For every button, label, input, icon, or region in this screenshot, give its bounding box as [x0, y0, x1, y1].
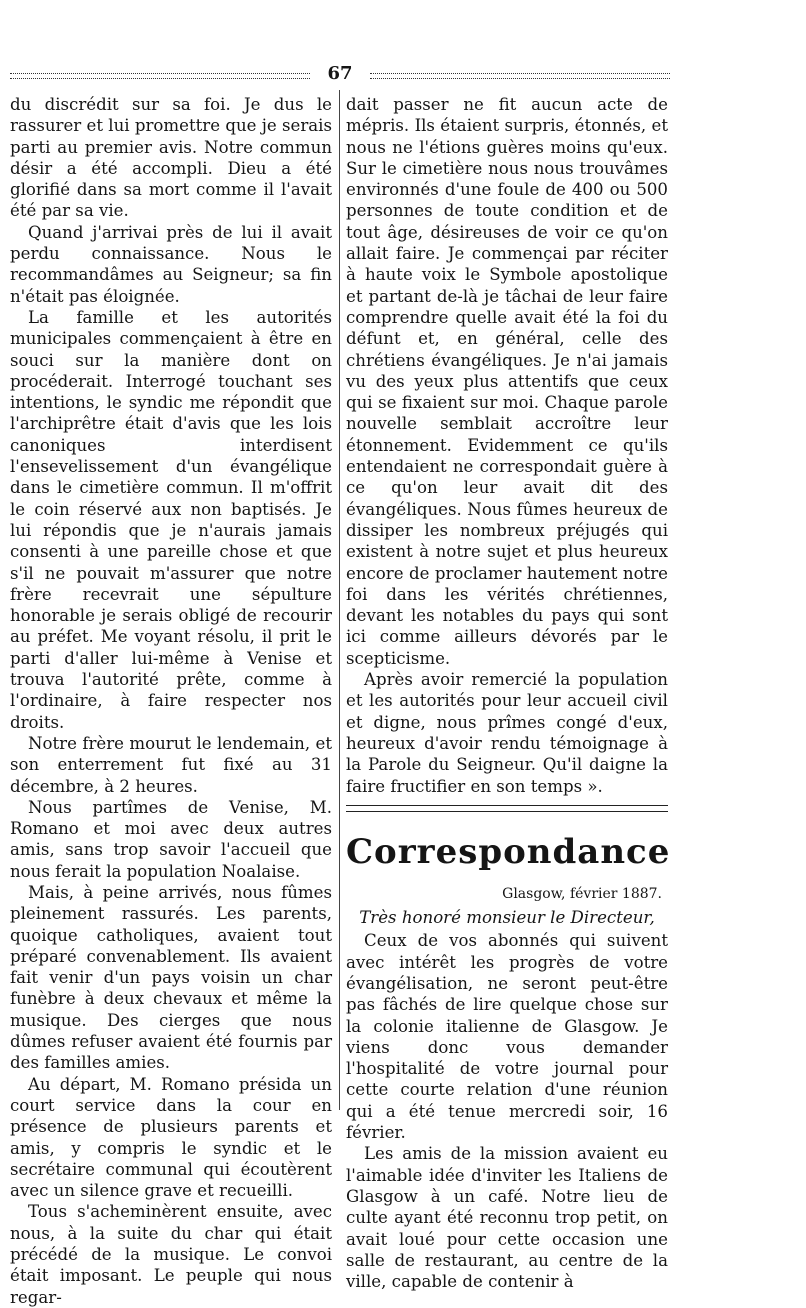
- article-end-rule: [346, 805, 668, 812]
- paragraph: Mais, à peine arrivés, nous fûmes pleinement rassurés. Les parents, quoique catholiques, avaient tout préparé convenablement. Ils avaient fait venir d'un pays voisin un char funèbre à deux chevaux et même la musique. Des cierges que nous dûmes refuser avaient été fournis par des familles amies.: [10, 882, 332, 1073]
- paragraph: Quand j'arrivai près de lui il avait perdu connaissance. Nous le recommandâmes au Seigneur; sa fin n'était pas éloignée.: [10, 222, 332, 306]
- paragraph: Tous s'acheminèrent ensuite, avec nous, à la suite du char qui était précédé de la musique. Le convoi était imposant. Le peuple qui nous regar-: [10, 1202, 332, 1307]
- header-ornament-right: [370, 73, 670, 79]
- salutation: Très honoré monsieur le Directeur,: [359, 908, 655, 928]
- paragraph: Ceux de vos abonnés qui suivent avec intérêt les progrès de votre évangélisation, ne seront peut-être pas fâchés de lire quelque chose sur la colonie italienne de Glasgow. Je viens donc vous demander l'hospitalité de votre journal pour cette courte relation d'une réunion qui a été tenue mercredi soir, 16 février.: [346, 931, 668, 1143]
- paragraph: Notre frère mourut le lendemain, et son enterrement fut fixé au 31 décembre, à 2 heures.: [10, 733, 332, 796]
- right-column: [346, 94, 671, 1292]
- left-column: [10, 94, 332, 1308]
- paragraph: La famille et les autorités municipales commençaient à être en souci sur la manière dont on procéderait. Interrogé touchant ses intentions, le syndic me répondit que l'archiprêtre était d'avis que les lois canoniques interdisent l'ensevelissement d'un évangélique dans le cimetière commun. Il m'offrit le coin réservé aux non baptisés. Je lui répondis que je n'aurais jamais consenti à une pareille chose et que s'il ne pouvait m'assurer que notre frère recevrait une sépulture honorable je serais obligé de recourir au préfet. Me voyant résolu, il prit le parti d'aller lui-même à Venise et trouva l'autorité prête, comme à l'ordinaire, à faire respecter nos droits.: [10, 307, 332, 732]
- dateline: Glasgow, février 1887.: [502, 885, 662, 902]
- section-title: Correspondance: [346, 831, 671, 872]
- header-ornament-left: [10, 73, 310, 79]
- paragraph: Au départ, M. Romano présida un court service dans la cour en présence de plusieurs parents et amis, y compris le syndic et le secrétaire communal qui écoutèrent avec un silence grave et recueilli.: [10, 1074, 332, 1201]
- paragraph: dait passer ne fit aucun acte de mépris. Ils étaient surpris, étonnés, et nous ne l'étions guères moins qu'eux. Sur le cimetière nous nous trouvâmes environnés d'une foule de 400 ou 500 personnes de toute condition et de tout âge, désireuses de voir ce qu'on allait faire. Je commençai par réciter à haute voix le Symbole apostolique et partant de-là je tâchai de leur faire comprendre quelle avait été la foi du défunt et, en général, celle des chrétiens évangéliques. Je n'ai jamais vu des yeux plus attentifs que ceux qui se fixaient sur moi. Chaque parole nouvelle semblait accroître leur étonnement. Evidemment ce qu'ils entendaient ne correspondait guère à ce qu'on leur avait dit des évangéliques. Nous fûmes heureux de dissiper les nombreux préjugés qui existent à notre sujet et plus heureux encore de proclamer hautement notre foi dans les vérités chrétiennes, devant les notables du pays qui sont ici comme ailleurs dévorés par le scepticisme.: [346, 95, 668, 668]
- paragraph: Les amis de la mission avaient eu l'aimable idée d'inviter les Italiens de Glasgow à un café. Notre lieu de culte ayant été reconnu trop petit, on avait loué pour cette occasion une salle de restaurant, au centre de la ville, capable de contenir à: [346, 1144, 668, 1292]
- paragraph: Après avoir remercié la population et les autorités pour leur accueil civil et digne, nous prîmes congé d'eux, heureux d'avoir rendu témoignage à la Parole du Seigneur. Qu'il daigne la faire fructifier en son temps ».: [346, 670, 668, 796]
- paragraph: Nous partîmes de Venise, M. Romano et moi avec deux autres amis, sans trop savoir l'accueil que nous ferait la population Noalaise.: [10, 797, 332, 881]
- page-number: 67: [327, 63, 353, 84]
- paragraph: du discrédit sur sa foi. Je dus le rassurer et lui promettre que je serais parti au premier avis. Notre commun désir a été accompli. Dieu a été glorifié dans sa mort comme il l'avait été par sa vie.: [10, 95, 332, 221]
- page-header: [10, 60, 670, 90]
- column-divider: [339, 90, 340, 1110]
